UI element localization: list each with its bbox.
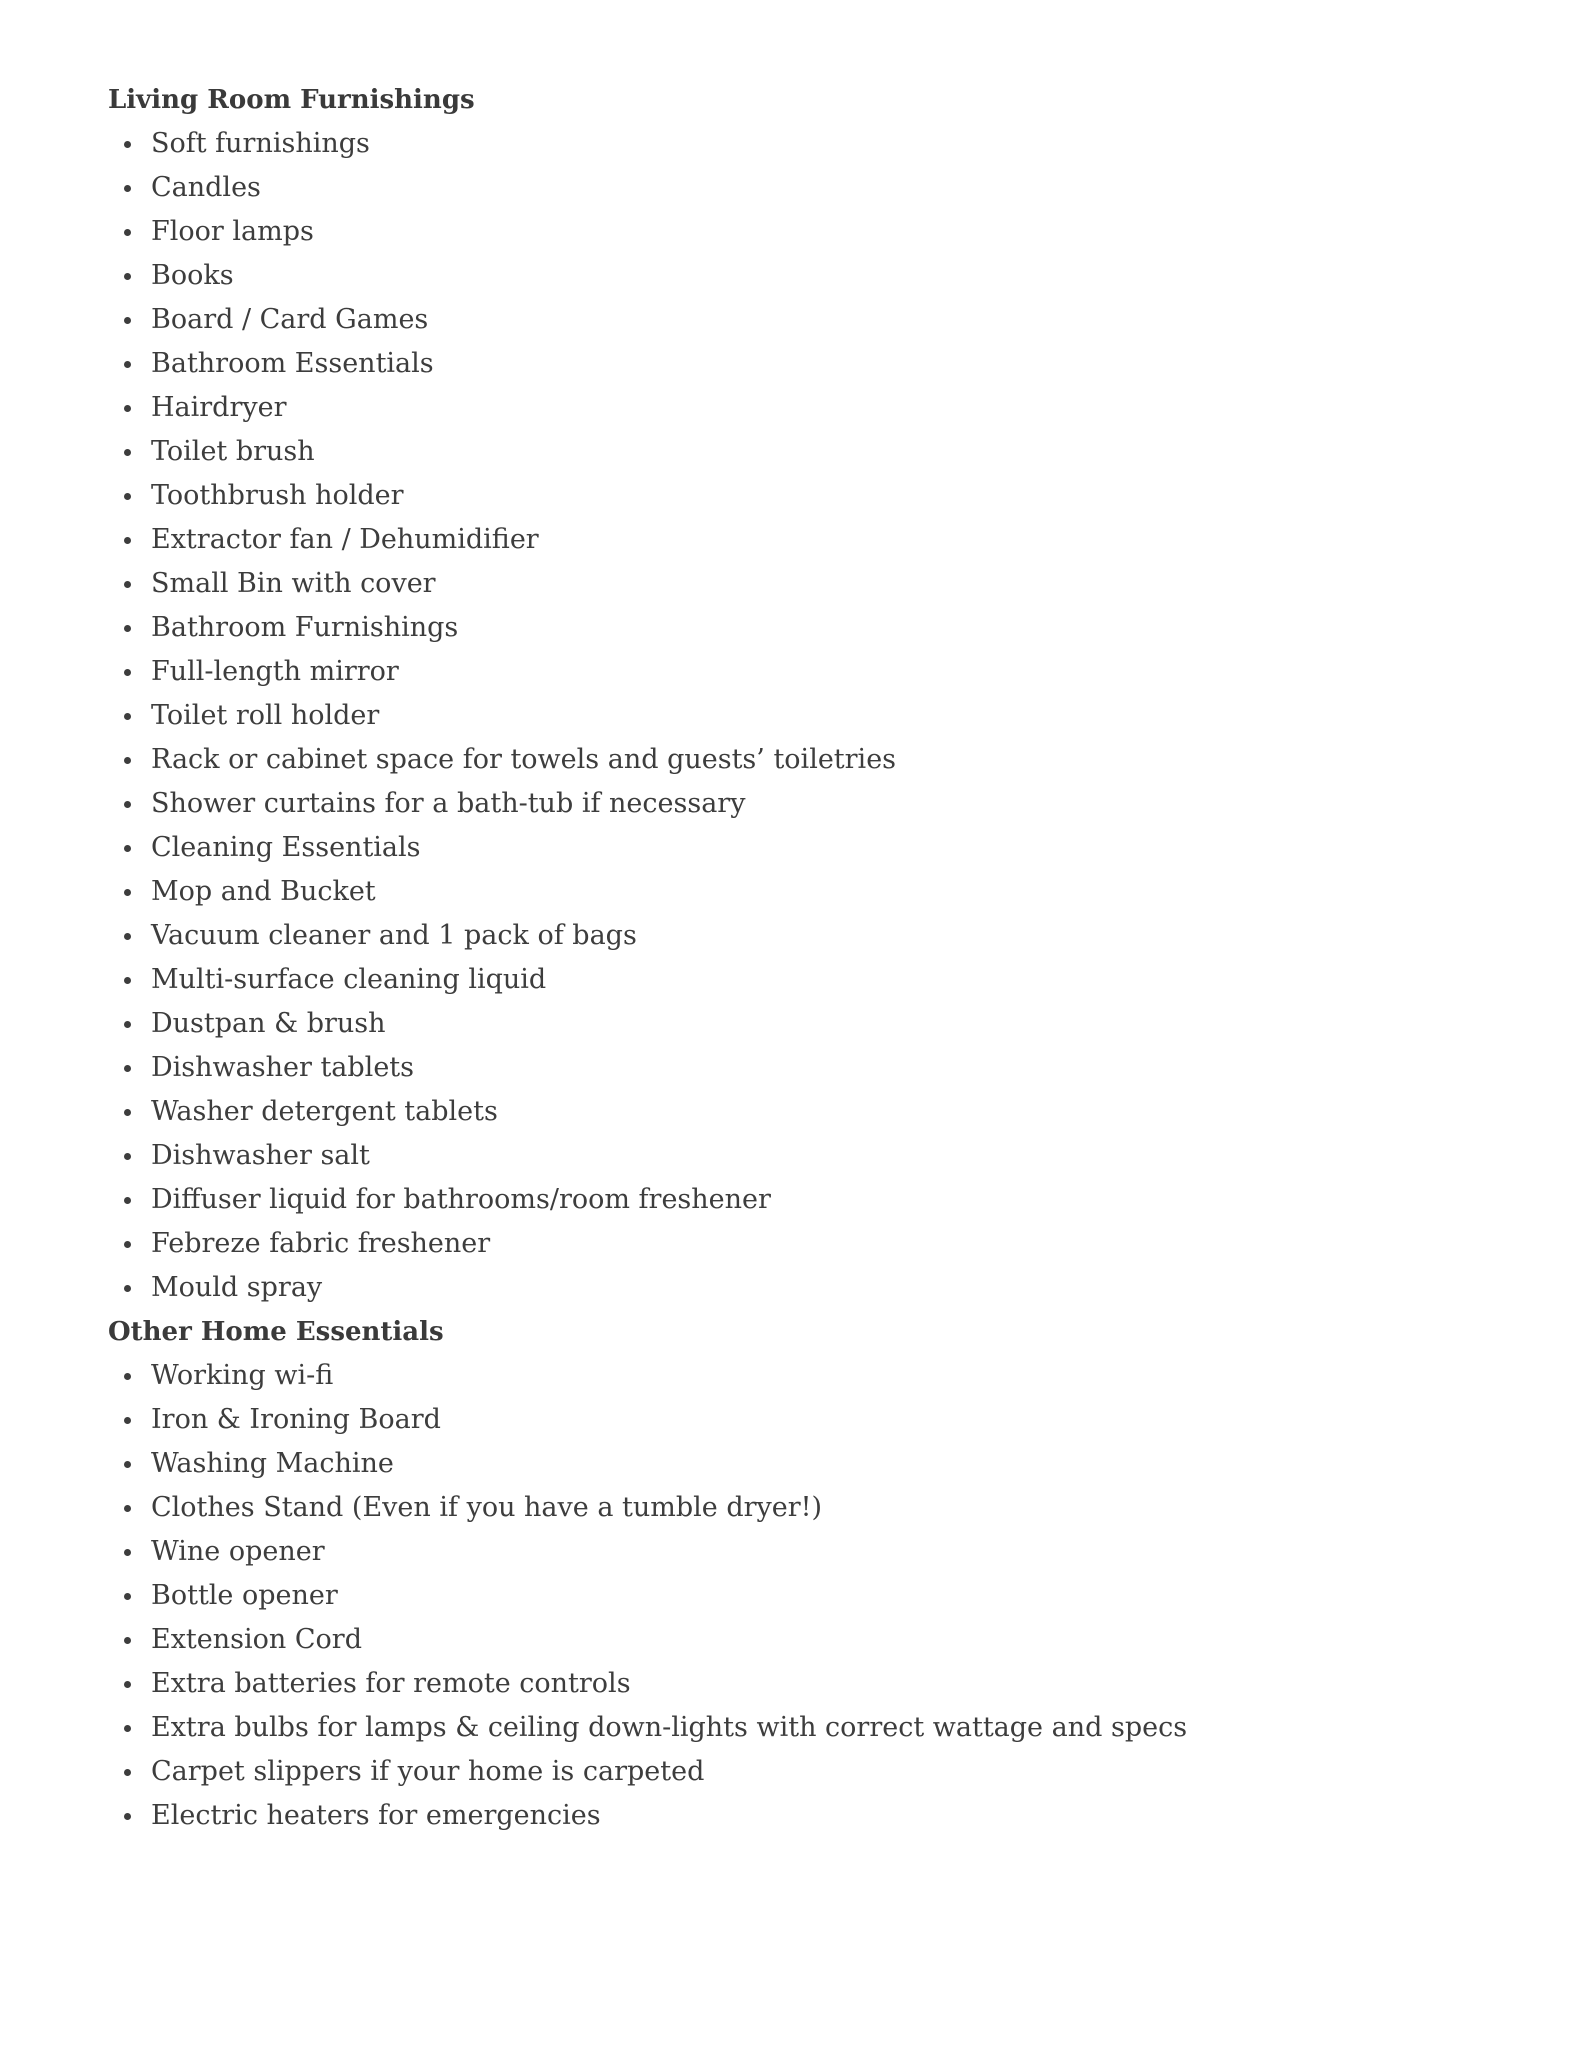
list-item [108, 782, 1528, 826]
list-item-text: Candles [151, 172, 261, 203]
list-item-text: Washer detergent tablets [151, 1096, 498, 1127]
bullet-icon [124, 141, 131, 148]
list-item [108, 562, 1528, 606]
list-item-text: Washing Machine [151, 1448, 394, 1479]
bullet-icon [124, 1637, 131, 1644]
list-item-text: Bathroom Furnishings [151, 612, 459, 643]
list-item [108, 738, 1528, 782]
list-item-text: Bottle opener [151, 1580, 338, 1611]
bullet-icon [124, 933, 131, 940]
bullet-icon [124, 713, 131, 720]
list-item [108, 1398, 1528, 1442]
bullet-icon [124, 581, 131, 588]
list-item [108, 474, 1528, 518]
bullet-icon [124, 1593, 131, 1600]
list-item-text: Mould spray [151, 1272, 323, 1303]
list-item-text: Books [151, 260, 234, 291]
list-item [108, 694, 1528, 738]
list-item-text: Carpet slippers if your home is carpeted [151, 1756, 705, 1787]
list-item-text: Hairdryer [151, 392, 287, 423]
bullet-icon [124, 317, 131, 324]
list-item-text: Rack or cabinet space for towels and guests’ toiletries [151, 744, 897, 775]
document-body [108, 78, 1528, 1838]
list-item-text: Bathroom Essentials [151, 348, 434, 379]
section-other-home-essentials [108, 1310, 1528, 1838]
list-item-text: Extra bulbs for lamps & ceiling down-lights with correct wattage and specs [151, 1712, 1188, 1743]
list-item-text: Toilet roll holder [151, 700, 380, 731]
list-item-text: Dustpan & brush [151, 1008, 386, 1039]
bullet-icon [124, 1813, 131, 1820]
list-item [108, 870, 1528, 914]
list-item-text: Board / Card Games [151, 304, 429, 335]
section-living-room-furnishings [108, 78, 1528, 1310]
bullet-icon [124, 889, 131, 896]
list-item-text: Mop and Bucket [151, 876, 376, 907]
list-item-text: Dishwasher salt [151, 1140, 370, 1171]
list-item [108, 298, 1528, 342]
list-item [108, 1178, 1528, 1222]
list-item-text: Multi-surface cleaning liquid [151, 964, 547, 995]
list-item [108, 1662, 1528, 1706]
list-item [108, 1486, 1528, 1530]
bullet-icon [124, 1549, 131, 1556]
list-item [108, 1442, 1528, 1486]
bullet-icon [124, 1109, 131, 1116]
section-heading: Other Home Essentials [108, 1317, 444, 1347]
bullet-icon [124, 1285, 131, 1292]
list-item-text: Floor lamps [151, 216, 314, 247]
list-item [108, 1706, 1528, 1750]
bullet-icon [124, 625, 131, 632]
list-item-text: Small Bin with cover [151, 568, 436, 599]
list-item-text: Iron & Ironing Board [151, 1404, 441, 1435]
bullet-icon [124, 669, 131, 676]
list-item [108, 650, 1528, 694]
list-item [108, 1574, 1528, 1618]
list-item [108, 342, 1528, 386]
list-item [108, 1530, 1528, 1574]
list-item-text: Toilet brush [151, 436, 315, 467]
list-item [108, 1354, 1528, 1398]
bullet-icon [124, 1197, 131, 1204]
list-item-text: Diffuser liquid for bathrooms/room freshener [151, 1184, 771, 1215]
list-item [108, 166, 1528, 210]
list-item [108, 1222, 1528, 1266]
bullet-icon [124, 273, 131, 280]
list-item-text: Febreze fabric freshener [151, 1228, 491, 1259]
bullet-icon [124, 1153, 131, 1160]
bullet-icon [124, 185, 131, 192]
list-item [108, 826, 1528, 870]
list-item [108, 518, 1528, 562]
bullet-icon [124, 1417, 131, 1424]
list-item [108, 1794, 1528, 1838]
list-item [108, 122, 1528, 166]
list-item-text: Vacuum cleaner and 1 pack of bags [151, 920, 637, 951]
list-item [108, 430, 1528, 474]
list-item [108, 386, 1528, 430]
list-item-text: Extra batteries for remote controls [151, 1668, 631, 1699]
list-item [108, 1134, 1528, 1178]
list-item [108, 210, 1528, 254]
list-item [108, 606, 1528, 650]
bullet-icon [124, 1065, 131, 1072]
list-item [108, 254, 1528, 298]
bullet-icon [124, 757, 131, 764]
list-item-text: Cleaning Essentials [151, 832, 421, 863]
list-item-text: Extractor fan / Dehumidifier [151, 524, 539, 555]
bullet-icon [124, 1241, 131, 1248]
bullet-icon [124, 977, 131, 984]
bullet-icon [124, 361, 131, 368]
bullet-icon [124, 1505, 131, 1512]
bullet-icon [124, 1373, 131, 1380]
bullet-icon [124, 493, 131, 500]
list-item [108, 1266, 1528, 1310]
list-item [108, 1750, 1528, 1794]
list-item [108, 1618, 1528, 1662]
item-list [108, 1354, 1528, 1838]
list-item-text: Dishwasher tablets [151, 1052, 414, 1083]
list-item-text: Electric heaters for emergencies [151, 1800, 601, 1831]
list-item-text: Working wi-fi [151, 1360, 334, 1391]
list-item [108, 914, 1528, 958]
bullet-icon [124, 449, 131, 456]
bullet-icon [124, 229, 131, 236]
bullet-icon [124, 801, 131, 808]
list-item-text: Extension Cord [151, 1624, 362, 1655]
list-item [108, 1046, 1528, 1090]
list-item [108, 1090, 1528, 1134]
item-list [108, 122, 1528, 1310]
list-item [108, 1002, 1528, 1046]
bullet-icon [124, 845, 131, 852]
section-heading: Living Room Furnishings [108, 85, 475, 115]
list-item-text: Soft furnishings [151, 128, 370, 159]
bullet-icon [124, 1681, 131, 1688]
bullet-icon [124, 1769, 131, 1776]
list-item-text: Clothes Stand (Even if you have a tumble dryer!) [151, 1492, 823, 1523]
list-item-text: Full-length mirror [151, 656, 399, 687]
list-item-text: Shower curtains for a bath-tub if necessary [151, 788, 746, 819]
bullet-icon [124, 537, 131, 544]
bullet-icon [124, 1725, 131, 1732]
list-item [108, 958, 1528, 1002]
bullet-icon [124, 1461, 131, 1468]
list-item-text: Toothbrush holder [151, 480, 404, 511]
bullet-icon [124, 1021, 131, 1028]
list-item-text: Wine opener [151, 1536, 325, 1567]
bullet-icon [124, 405, 131, 412]
